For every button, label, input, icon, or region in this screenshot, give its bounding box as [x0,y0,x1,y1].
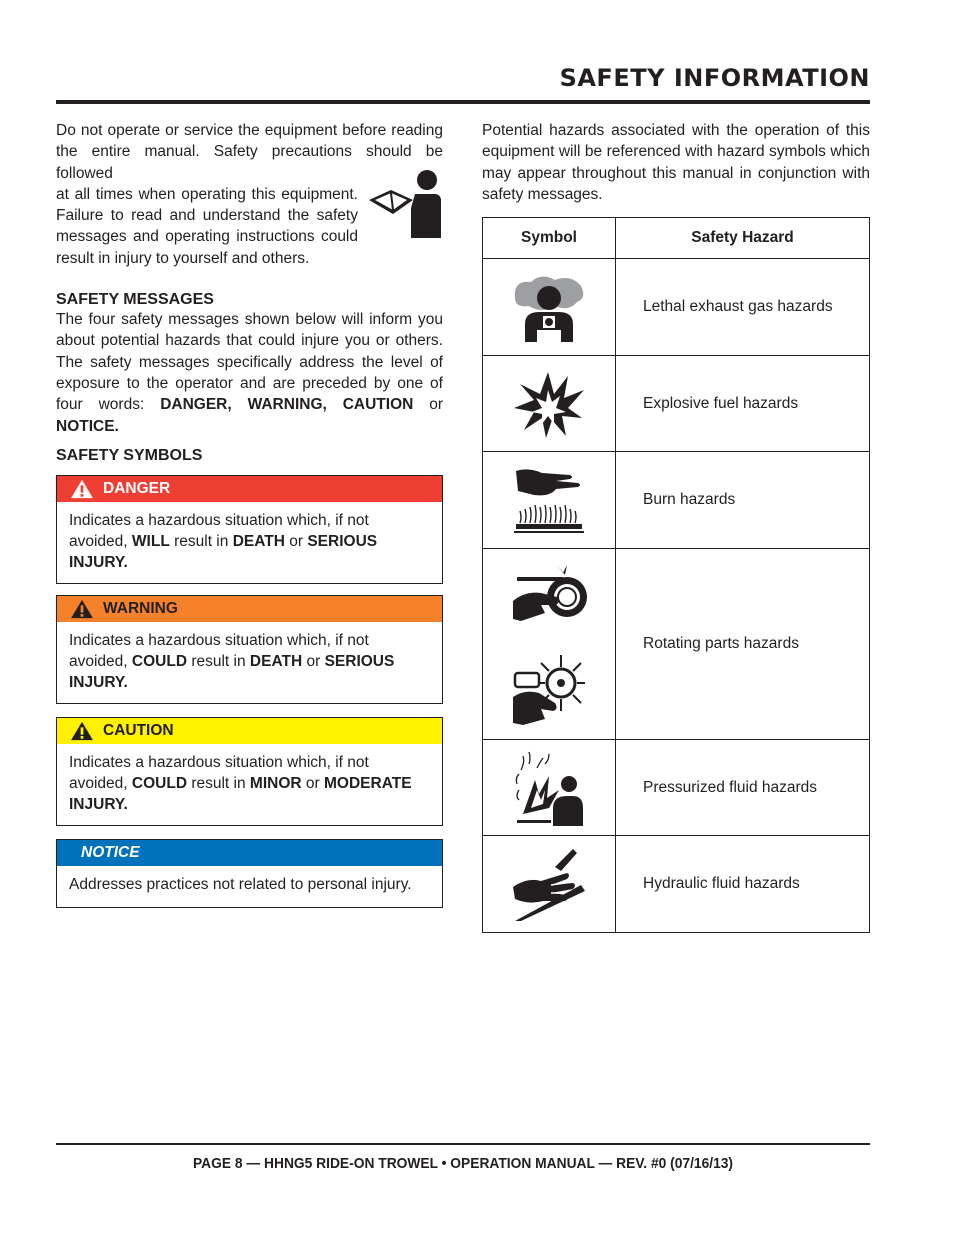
warning-t3: or [302,652,325,670]
hydraulic-fluid-icon [511,847,587,921]
page-title: SAFETY INFORMATION [559,64,870,92]
rotating-parts-icon [511,563,587,725]
symbol-cell [483,259,616,356]
left-column [56,120,443,908]
column-header-symbol: Symbol [483,218,616,259]
danger-w3: SERIOUS INJURY. [69,532,378,571]
warning-w1: COULD [131,652,188,670]
intro-section [56,120,443,269]
alert-triangle-icon [69,479,95,499]
table-row [483,549,870,740]
read-manual-icon [367,170,443,238]
burn-hand-icon [512,465,586,535]
danger-header [57,476,442,502]
caution-label: CAUTION [103,721,174,739]
page-footer: PAGE 8 — HHNG5 RIDE-ON TROWEL • OPERATION MANUAL — REV. #0 (07/16/13) [192,1155,734,1172]
warning-label: WARNING [103,599,178,617]
caution-t2: result in [187,774,250,792]
hazard-label: Explosive fuel hazards [616,356,870,452]
messages-notice-word: NOTICE. [56,417,119,435]
explosion-icon [512,368,586,440]
messages-body: The four safety messages shown below will inform you about potential hazards that could injure you or others. The safety messages specifically address the level of exposure to the operator and are preceded by one of four words: [56,311,443,414]
warning-w2: DEATH [249,652,303,670]
right-column [482,120,870,933]
messages-words: DANGER, WARNING, CAUTION [160,396,414,414]
danger-t3: or [284,532,308,550]
hazard-label: Lethal exhaust gas hazards [616,259,870,356]
symbol-cell [483,549,616,740]
safety-messages-heading: SAFETY MESSAGES [56,291,214,309]
danger-w1: WILL [131,532,170,550]
caution-text-1: Indicates a hazardous situation which, if not avoided, [69,753,369,792]
safety-symbols-heading: SAFETY SYMBOLS [56,446,203,464]
table-header-row [483,218,870,259]
notice-header [57,840,442,866]
warning-text-1: Indicates a hazardous situation which, if not avoided, [69,631,369,670]
warning-header [57,596,442,622]
intro-text-b: at all times when operating this equipment. Failure to read and understand the safety messages and operating instructions could result in injury to yourself and others. [56,185,358,267]
title-rule [56,100,870,104]
notice-text: Addresses practices not related to personal injury. [69,875,412,893]
danger-box [56,475,443,584]
notice-box [56,839,443,908]
pressurized-fluid-icon [513,750,585,826]
exhaust-gas-icon [511,272,587,342]
hazards-intro: Potential hazards associated with the operation of this equipment will be referenced with hazard symbols which may appear throughout this manual in conjunction with safety messages. [482,122,870,203]
intro-text-a: Do not operate or service the equipment before reading the entire manual. Safety precautions should be followed [56,122,443,182]
warning-t2: result in [187,652,250,670]
symbol-cell [483,836,616,933]
alert-triangle-icon [69,721,95,741]
safety-messages-text [56,309,443,437]
symbol-cell [483,356,616,452]
caution-header [57,718,442,744]
symbol-cell [483,740,616,836]
footer-rule [56,1143,870,1145]
danger-t2: result in [169,532,233,550]
messages-or: or [413,396,444,414]
danger-w2: DEATH [232,532,285,550]
danger-text [57,502,442,583]
danger-text-1: Indicates a hazardous situation which, if not avoided, [69,511,369,550]
notice-label: NOTICE [81,843,140,861]
table-row [483,356,870,452]
caution-w3: MODERATE INJURY. [69,774,412,813]
caution-w1: COULD [131,774,188,792]
caution-t3: or [301,774,324,792]
table-row [483,836,870,933]
table-row [483,259,870,356]
caution-text [57,744,442,825]
danger-label: DANGER [103,479,171,497]
warning-box [56,595,443,704]
alert-triangle-icon [69,599,95,619]
caution-w2: MINOR [249,774,302,792]
table-row [483,452,870,549]
hazard-label: Rotating parts hazards [616,549,870,740]
column-header-hazard: Safety Hazard [616,218,870,259]
table-row [483,740,870,836]
hazard-label: Pressurized fluid hazards [616,740,870,836]
caution-box [56,717,443,826]
hazard-table [482,217,870,933]
warning-text [57,622,442,703]
hazard-label: Hydraulic fluid hazards [616,836,870,933]
hazard-label: Burn hazards [616,452,870,549]
symbol-cell [483,452,616,549]
warning-w3: SERIOUS INJURY. [69,652,395,691]
